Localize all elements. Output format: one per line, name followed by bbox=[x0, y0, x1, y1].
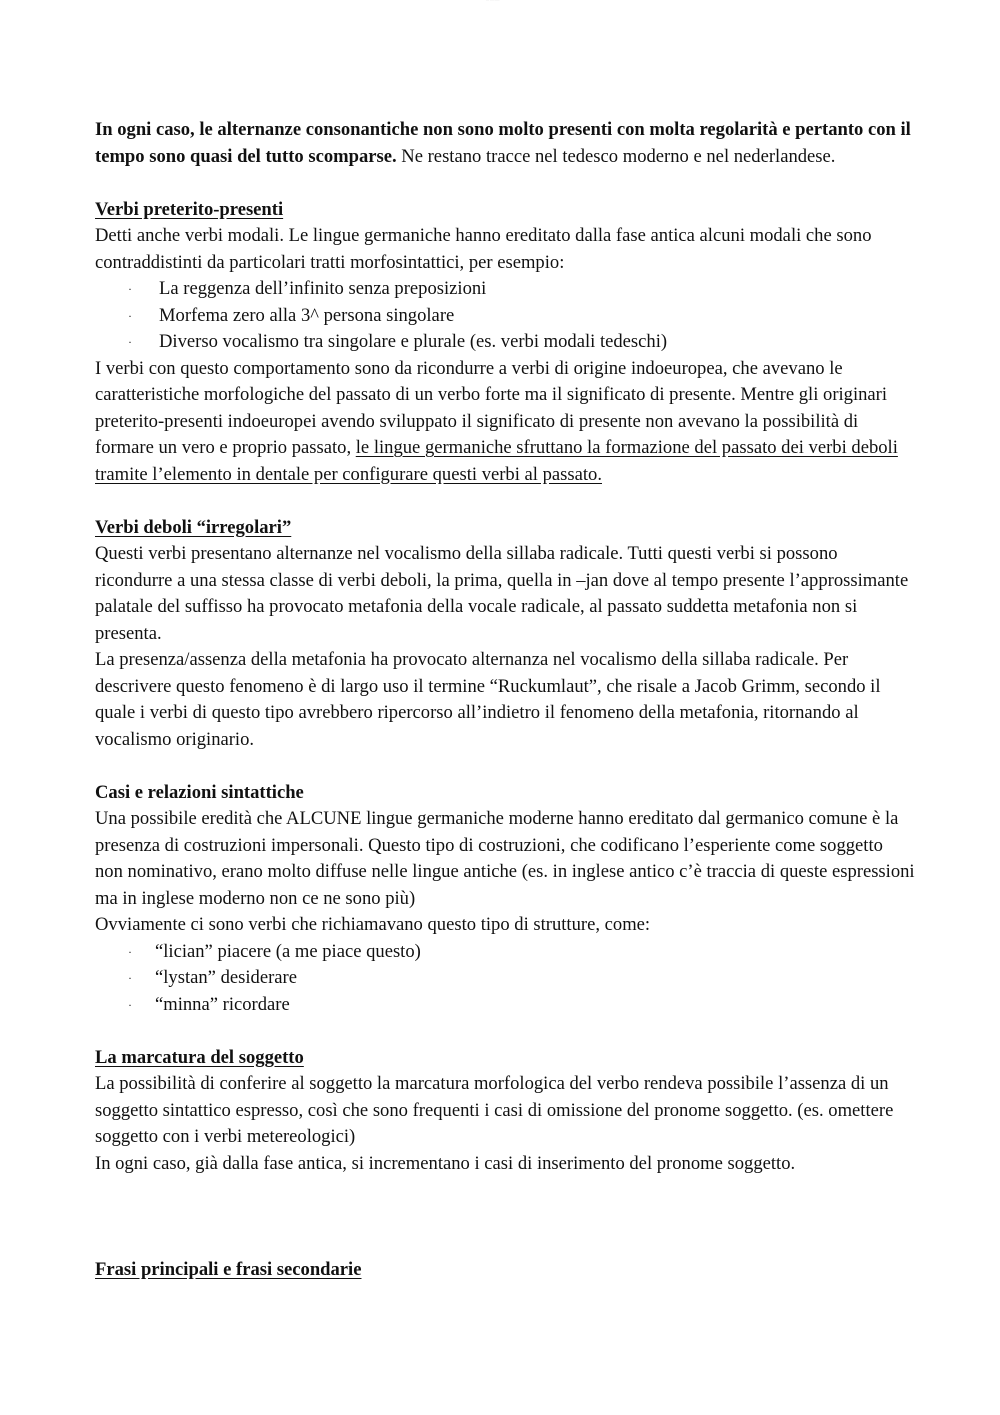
bullet-icon: · bbox=[128, 997, 132, 1012]
list-item bbox=[95, 303, 915, 330]
section2-paragraph-1: Questi verbi presentano alternanze nel vocalismo della sillaba radicale. Tutti questi verbi si possono ricondurre a una stessa classe di verbi deboli, la prima, quella in –jan dove al tempo presente l’approssimante palatale del suffisso ha provocato metafonia della vocale radicale, al passato suddetta metafonia non si presenta. bbox=[95, 543, 909, 644]
spacer bbox=[95, 753, 915, 780]
spacer bbox=[95, 170, 915, 197]
section4-paragraph-2: In ogni caso, già dalla fase antica, si incrementano i casi di inserimento del pronome soggetto. bbox=[95, 1152, 796, 1174]
bullet-icon: · bbox=[128, 335, 132, 349]
bullet-icon: · bbox=[128, 282, 132, 296]
section1-body-text: I verbi con questo comportamento sono da ricondurre a verbi di origine indoeuropea, che avevano le caratteristiche morfologiche del passato di un verbo forte ma il significato di presente. Mentre gli originari preterito-presenti indoeuropei avendo sviluppato il significato di presente non avevano la possibilità di formare un vero e proprio passato, bbox=[95, 357, 888, 458]
section1-intro-paragraph: Detti anche verbi modali. Le lingue germaniche hanno ereditato dalla fase antica alcuni modali che sono contraddistinti da particolari tratti morfosintattici, per esempio: bbox=[95, 225, 872, 273]
page-header-mark: ··· ···· ····· bbox=[486, 0, 500, 2]
intro-rest-text: Ne restano tracce nel tedesco moderno e nel nederlandese. bbox=[396, 145, 836, 167]
list-item-text: La reggenza dell’infinito senza preposizioni bbox=[159, 278, 487, 299]
section1-underlined-text: le lingue germaniche sfruttano la formazione del passato dei verbi deboli tramite l’elemento in dentale per configurare questi verbi al passato. bbox=[95, 437, 898, 485]
list-item-text: “minna” ricordare bbox=[155, 993, 290, 1015]
section-heading-frasi-principali: Frasi principali e frasi secondarie bbox=[95, 1259, 362, 1280]
list-item-text: Morfema zero alla 3^ persona singolare bbox=[159, 304, 455, 326]
spacer bbox=[95, 1018, 915, 1045]
section-heading-verbi-deboli: Verbi deboli “irregolari” bbox=[95, 516, 292, 538]
section3-bullet-list bbox=[95, 939, 915, 1019]
list-item bbox=[95, 276, 915, 303]
section-heading-casi-relazioni: Casi e relazioni sintattiche bbox=[95, 781, 304, 803]
bullet-icon: · bbox=[128, 944, 132, 959]
spacer bbox=[95, 488, 915, 515]
section3-paragraph-1: Una possibile eredità che ALCUNE lingue germaniche moderne hanno ereditato dal germanico comune è la presenza di costruzioni impersonali. Questo tipo di costruzioni, che codificano l’esperiente come soggetto non nominativo, erano molto diffuse nelle lingue antiche (es. in inglese antico c’è traccia di queste espressioni ma in inglese moderno non ce ne sono più) bbox=[95, 808, 915, 909]
intro-paragraph bbox=[95, 117, 915, 170]
list-item-text: Diverso vocalismo tra singolare e plurale (es. verbi modali tedeschi) bbox=[159, 331, 668, 352]
section2-paragraph-2: La presenza/assenza della metafonia ha provocato alternanza nel vocalismo della sillaba radicale. Per descrivere questo fenomeno è di largo uso il termine “Ruckumlaut”, che risale a Jacob Grimm, secondo il quale i verbi di questo tipo avrebbero ripercorso all’indietro il fenomeno della metafonia, ritornando al vocalismo originario. bbox=[95, 649, 881, 750]
list-item bbox=[95, 939, 915, 966]
intro-bold-text: In ogni caso, le alternanze consonantiche non sono molto presenti con molta regolarità e pertanto con il tempo sono quasi del tutto scomparse. bbox=[95, 119, 911, 167]
document-body bbox=[95, 117, 915, 1284]
section1-bullet-list bbox=[95, 276, 915, 356]
section-heading-verbi-preterito-presenti: Verbi preterito-presenti bbox=[95, 198, 284, 220]
section1-body-paragraph bbox=[95, 356, 915, 489]
section3-paragraph-2: Ovviamente ci sono verbi che richiamavano questo tipo di strutture, come: bbox=[95, 914, 651, 935]
list-item bbox=[95, 965, 915, 992]
list-item bbox=[95, 329, 915, 356]
list-item bbox=[95, 992, 915, 1019]
section4-paragraph-1: La possibilità di conferire al soggetto la marcatura morfologica del verbo rendeva possibile l’assenza di un soggetto sintattico espresso, così che sono frequenti i casi di omissione del pronome soggetto. (es. omettere soggetto con i verbi metereologici) bbox=[95, 1073, 894, 1147]
list-item-text: “lystan” desiderare bbox=[155, 967, 297, 988]
spacer bbox=[95, 1177, 915, 1257]
section-heading-marcatura-soggetto: La marcatura del soggetto bbox=[95, 1046, 304, 1068]
list-item-text: “lician” piacere (a me piace questo) bbox=[155, 940, 421, 962]
bullet-icon: · bbox=[128, 971, 132, 985]
bullet-icon: · bbox=[128, 308, 132, 323]
